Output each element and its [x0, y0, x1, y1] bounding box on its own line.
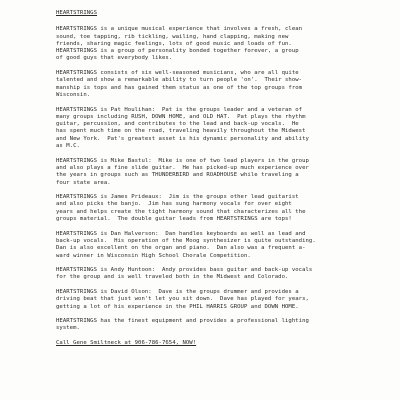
paragraph [56, 107, 396, 151]
paragraph-line: HEARTSTRINGS is Pat Houlihan: Pat is the groups leader and a veteran of [56, 106, 303, 113]
paragraph-line: Dan is also excellent on the organ and piano. Dan also was a frequent a- [56, 245, 306, 252]
paragraph-line: HEARTSTRINGS is Mike Bastul: Mike is one of two lead players in the group [56, 157, 309, 164]
paragraph-line: HEARTSTRINGS is a unique musical experience that involves a fresh, clean [56, 26, 303, 33]
paragraph-line: groups material. The double guitar leads from HEARTSTRINGS are tops! [56, 216, 292, 223]
paragraph-line: talented and show a remarkable ability to turn people 'on'. Their show- [56, 77, 303, 84]
paragraph [56, 231, 396, 260]
paragraph-line: four state area. [56, 179, 111, 186]
paragraph-line: friends, sharing magic feelings, lots of good music and loads of fun. [56, 40, 292, 47]
paragraph-line: HEARTSTRINGS is Dan Halverson: Dan handles keyboards as well as lead and [56, 230, 306, 237]
paragraph-line: ward winner in Wisconsin High School Chorale Competition. [56, 252, 251, 259]
paragraph-line: for the group and is well traveled both in the Midwest and Colorado. [56, 274, 289, 281]
paragraph-line: HEARTSTRINGS is David Olson: Dave is the groups drummer and provides a [56, 288, 299, 295]
paragraph-line: and also plays a fine slide guitar. He has picked-up much experience over [56, 164, 309, 171]
paragraph-line: system. [56, 325, 80, 332]
paragraph [56, 70, 396, 99]
paragraph-line: and also picks the banjo. Jim has sung harmony vocals for over eight [56, 201, 292, 208]
paragraph-line: has spent much time on the road, traveling heavily throughout the Midwest [56, 128, 306, 135]
contact-line: Call Gene Smiltneck at 906-786-7654, NOW! [56, 340, 197, 347]
paragraph-list [56, 26, 396, 332]
paragraph-line: HEARTSTRINGS is a group of personality bonded together forever, a group [56, 48, 299, 55]
paragraph-line: driving beat that just won't let you sit down. Dave has played for years, [56, 296, 309, 303]
paragraph-line: and New York. Pat's greatest asset is his dynamic personality and ability [56, 135, 309, 142]
paragraph-line: years and helps create the tight harmony sound that characterizes all the [56, 208, 306, 215]
paragraph [56, 267, 396, 282]
paragraph [56, 194, 396, 223]
paragraph [56, 26, 396, 62]
paragraph-line: many groups including RUSH, DOWN HOME, and OLD HAT. Pat plays the rhythm [56, 113, 306, 120]
document-body [56, 10, 396, 347]
paragraph-line: back-up vocals. His operation of the Moog synthesizer is quite outstanding. [56, 237, 316, 244]
paragraph [56, 318, 396, 333]
paragraph [56, 289, 396, 311]
paragraph-line: as M.C. [56, 143, 80, 150]
paragraph-line: HEARTSTRINGS is James Prideaux: Jim is the groups other lead guitarist [56, 194, 299, 201]
paragraph-line: HEARTSTRINGS has the finest equipment and provides a professional lighting [56, 318, 309, 325]
paragraph-line: guitar, percussion, and contributes to the lead and back-up vocals. He [56, 121, 299, 128]
paragraph-line: HEARTSTRINGS is Andy Huntoon: Andy provides bass guitar and back-up vocals [56, 267, 313, 274]
paragraph-line: manship is tops and has gained them status as one of the top groups from [56, 84, 303, 91]
paragraph-line: of good guys that everybody likes. [56, 55, 173, 62]
paragraph [56, 158, 396, 187]
document-heading: HEARTSTRINGS [56, 10, 98, 16]
paragraph-line: Wisconsin. [56, 91, 91, 98]
paragraph-line: sound, toe tapping, rib tickling, wailing, hand clapping, making new [56, 33, 289, 40]
paragraph-line: getting a lot of his experience in the PHIL HARRIS GROUP and DOWN HOME. [56, 303, 299, 310]
paragraph-line: the years in groups such as THUNDERBIRD and ROADHOUSE while traveling a [56, 172, 299, 179]
paragraph-line: HEARTSTRINGS consists of six well-seasoned musicians, who are all quite [56, 70, 299, 77]
